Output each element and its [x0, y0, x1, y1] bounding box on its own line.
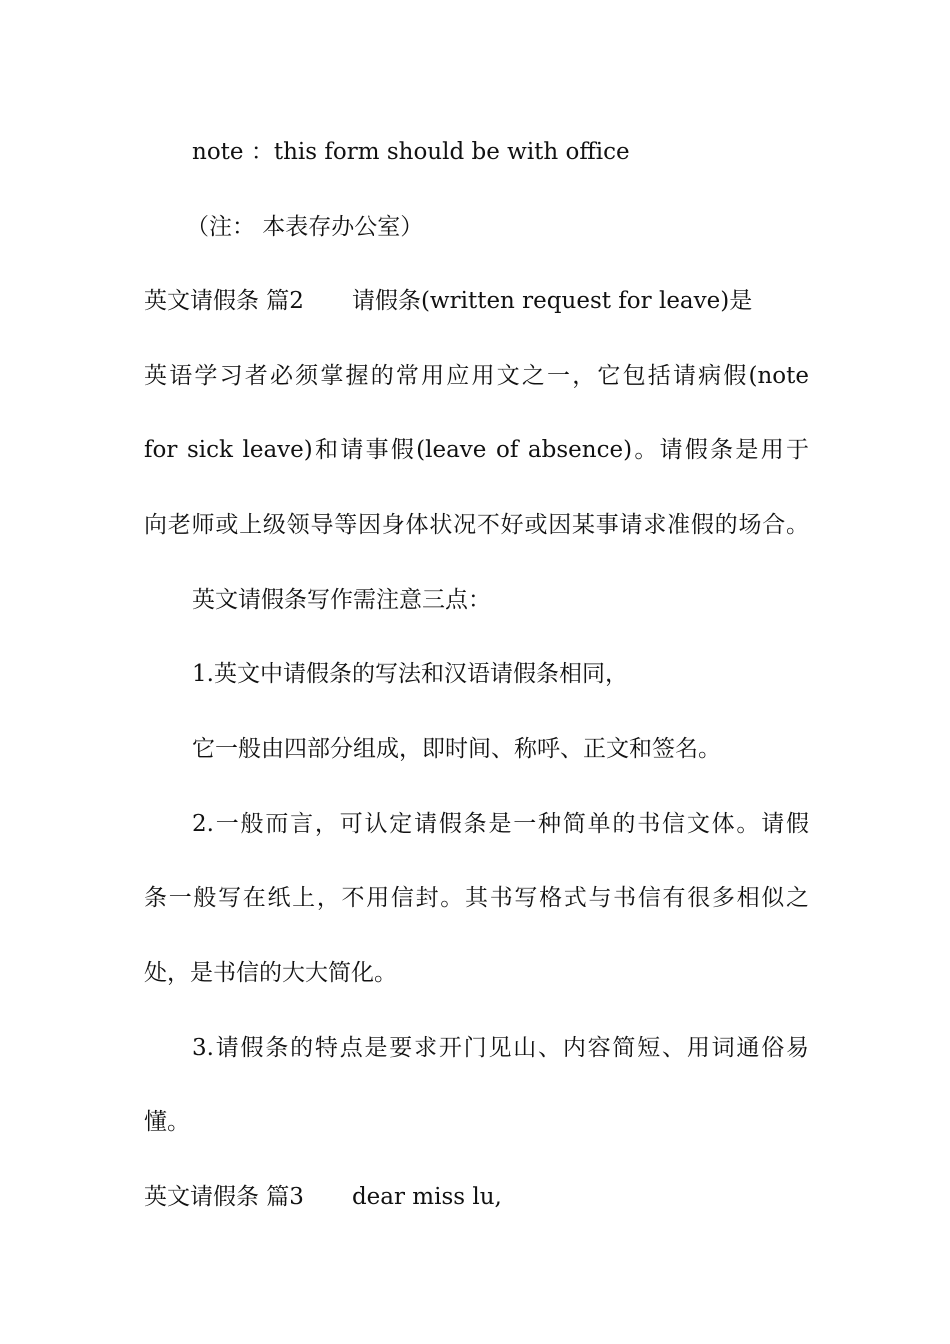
- point-1-line-1: 1.英文中请假条的写法和汉语请假条相同，: [192, 661, 628, 687]
- section-3-greeting: dear miss lu,: [351, 1184, 502, 1210]
- section-2-first-line: [144, 286, 809, 316]
- point-2-line-1: 2.一般而言，可认定请假条是一种简单的书信文体。请假: [192, 811, 809, 837]
- section-2-title: 英文请假条 篇2: [144, 288, 304, 314]
- section-2-intro: 请假条(written request for leave)是: [351, 288, 753, 314]
- point-3-line-1: 3.请假条的特点是要求开门见山、内容简短、用词通俗易: [192, 1035, 809, 1061]
- points-intro: 英文请假条写作需注意三点：: [192, 587, 491, 613]
- section-2-line-4: 向老师或上级领导等因身体状况不好或因某事请求准假的场合。: [144, 512, 809, 538]
- note-english: note ：this form should be with office: [192, 139, 630, 165]
- point-3-line-2: 懂。: [144, 1109, 190, 1135]
- note-chinese: （注： 本表存办公室）: [186, 214, 424, 240]
- section-3-first-line: [144, 1182, 809, 1212]
- section-2-line-3: for sick leave)和请事假(leave of absence)。请假条是用于: [144, 437, 809, 463]
- section-3-title: 英文请假条 篇3: [144, 1184, 304, 1210]
- section-2-line-2: 英语学习者必须掌握的常用应用文之一，它包括请病假(note: [144, 363, 809, 389]
- point-1-line-2: 它一般由四部分组成，即时间、称呼、正文和签名。: [192, 736, 721, 762]
- point-2-line-2: 条一般写在纸上，不用信封。其书写格式与书信有很多相似之: [144, 885, 809, 911]
- point-2-line-3: 处，是书信的大大简化。: [144, 960, 397, 986]
